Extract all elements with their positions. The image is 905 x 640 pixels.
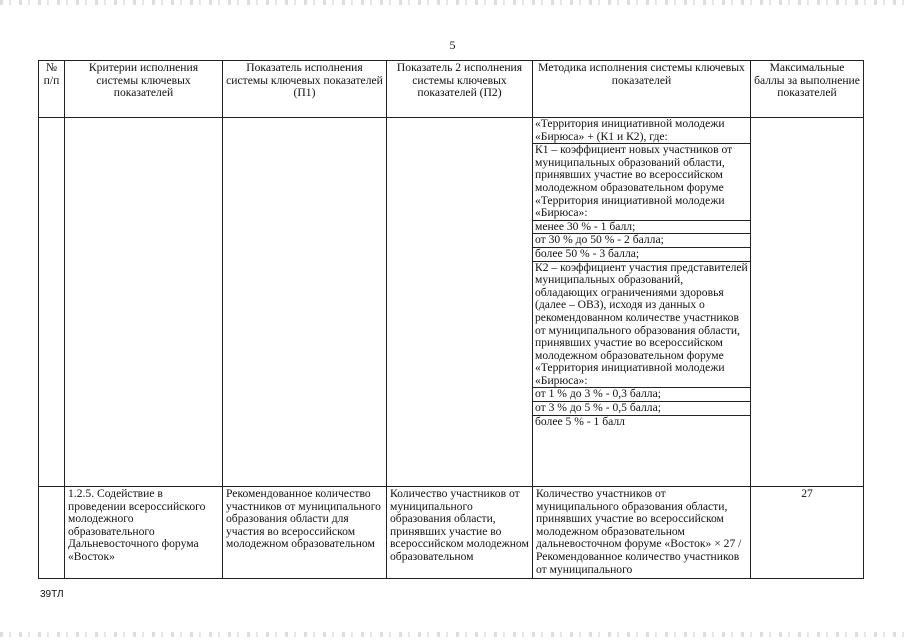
cell-criterion: 1.2.5. Содействие в проведении всероссийского молодежного образовательного Дальневосточного форума «Восток» (65, 487, 223, 579)
page-number: 5 (449, 38, 456, 52)
cell-methodology-continued (533, 118, 751, 487)
cell-number (39, 487, 65, 579)
methodology-line: от 30 % до 50 % - 2 балла; (533, 234, 750, 248)
methodology-line: менее 30 % - 1 балл; (533, 221, 750, 235)
key-indicators-table (38, 60, 864, 579)
methodology-line: от 1 % до 3 % - 0,3 балла; (533, 388, 750, 402)
methodology-line: от 3 % до 5 % - 0,5 балла; (533, 402, 750, 416)
cell-indicator-2: Количество участников от муниципального образования области, принявших участие во всероссийском молодежном образовательном (387, 487, 533, 579)
header-methodology: Методика исполнения системы ключевых показателей (533, 61, 751, 118)
header-indicator-2: Показатель 2 исполнения системы ключевых показателей (П2) (387, 61, 533, 118)
scan-edge-top (0, 0, 905, 5)
cell-methodology: Количество участников от муниципального образования области, принявших участие во всероссийском молодежном образовательном дальневосточном форуме «Восток» × 27 / Рекомендованное количество участников от муниципального (533, 487, 751, 579)
cell-empty-max-score (751, 118, 864, 487)
header-criteria: Критерии исполнения системы ключевых показателей (65, 61, 223, 118)
methodology-line: К2 – коэффициент участия представителей муниципальных образований, обладающих ограничениями здоровья (далее – ОВЗ), исходя из данных о рекомендованном количестве участников от муниципального образования области, принявших участие во всероссийском молодежном образовательном форуме «Территория инициативной молодежи «Бирюса»: (533, 262, 750, 389)
cell-empty-indicator-2 (387, 118, 533, 487)
header-indicator-1: Показатель исполнения системы ключевых показателей (П1) (223, 61, 387, 118)
table-header-row (39, 61, 864, 118)
methodology-line: «Территория инициативной молодежи «Бирюса» + (К1 и К2), где: (533, 118, 750, 144)
header-number: № п/п (39, 61, 65, 118)
cell-empty-number (39, 118, 65, 487)
methodology-line: К1 – коэффициент новых участников от муниципальных образований области, принявших участие во всероссийском молодежном образовательном форуме «Территория инициативной молодежи «Бирюса»: (533, 144, 750, 221)
cell-indicator-1: Рекомендованное количество участников от муниципального образования области для участия во всероссийском молодежном образовательном (223, 487, 387, 579)
table-row-continuation (39, 118, 864, 487)
cell-empty-indicator-1 (223, 118, 387, 487)
header-max-score: Максимальные баллы за выполнение показателей (751, 61, 864, 118)
methodology-line: более 50 % - 3 балла; (533, 248, 750, 262)
scan-edge-bottom (0, 632, 905, 637)
cell-empty-criteria (65, 118, 223, 487)
document-code: 39ТЛ (40, 589, 64, 600)
methodology-line: более 5 % - 1 балл (535, 414, 625, 428)
table-row (39, 487, 864, 579)
cell-max-score: 27 (751, 487, 864, 579)
